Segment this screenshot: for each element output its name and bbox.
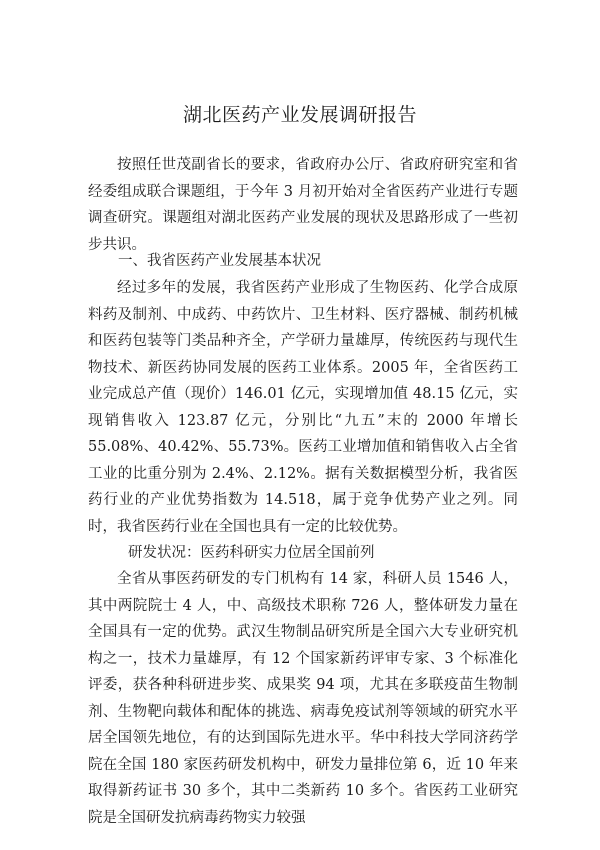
overview-paragraph: 经过多年的发展，我省医药产业形成了生物医药、化学合成原料药及制剂、中成药、中药饮片、卫生材料、医疗器械、制药机械和医药包装等门类品种齐全，产学研力量雄厚，传统医药与现代生物技术、新医药协同发展的医药工业体系。2005 年，全省医药工业完成总产值（现价）146.01 亿元，实现增加值 48.15 亿元，实现销售收入 123.87 亿元，分别比“九五”末的 2000 年增长 55.08%、40.42%、55.73%。医药工业增加值和销售收入占全省工业的比重分别为 2.4%、2.12%。据有关数据模型分析，我省医药行业的产业优势指数为 14.518，属于竞争优势产业之列。同时，我省医药行业在全国也具有一定的比较优势。 [88,280,518,535]
section-heading-basic-status: 一、我省医药产业发展基本状况 [118,253,321,269]
intro-paragraph: 按照任世茂副省长的要求，省政府办公厅、省政府研究室和省经委组成联合课题组，于今年 3 月初开始对全省医药产业进行专题调查研究。课题组对湖北医药产业发展的现状及思路形成了一些初步共识。 [88,157,518,253]
section-heading-rnd-status: 研发状况：医药科研实力位居全国前列 [128,545,375,561]
document-title: 湖北医药产业发展调研报告 [182,104,417,126]
rnd-paragraph: 全省从事医药研发的专门机构有 14 家，科研人员 1546 人，其中两院院士 4 人，中、高级技术职称 726 人，整体研发力量在全国具有一定的优势。武汉生物制品研究所是全国六大专业研究机构之一，技术力量雄厚，有 12 个国家新药评审专家、3 个标准化评委，获各种科研进步奖、成果奖 94 项，尤其在多联疫苗生物制剂、生物靶向载体和配体的挑选、病毒免疫试剂等领域的研究水平居全国领先地位，有的达到国际先进水平。华中科技大学同济药学院在全国 180 家医药研发机构中，研发力量排位第 6，近 10 年来取得新药证书 30 多个，其中二类新药 10 多个。省医药工业研究院是全国研发抗病毒药物实力较强 [88,571,518,826]
